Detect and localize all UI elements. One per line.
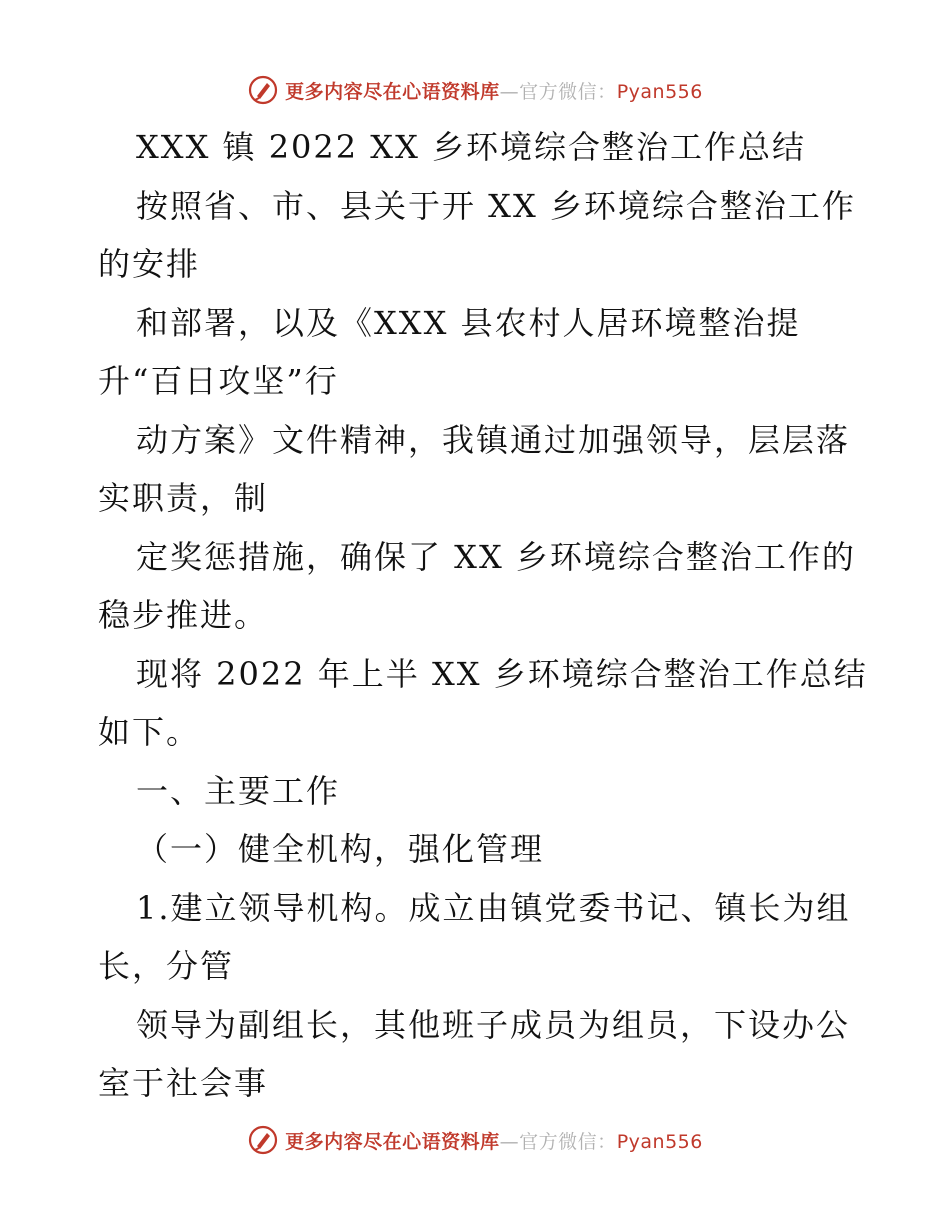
pen-seal-icon bbox=[247, 74, 279, 106]
paragraph-line: 1.建立领导机构。成立由镇党委书记、镇长为组 bbox=[136, 888, 851, 927]
header-watermark bbox=[0, 70, 950, 110]
paragraph-line: 长，分管 bbox=[98, 947, 235, 985]
paragraph-line: 和部署，以及《XXX 县农村人居环境整治提 bbox=[136, 303, 801, 342]
paragraph-line: 动方案》文件精神，我镇通过加强领导，层层落 bbox=[136, 420, 851, 459]
watermark-id: Pyan556 bbox=[616, 1130, 703, 1153]
paragraph-line: 按照省、市、县关于开 XX 乡环境综合整治工作 bbox=[136, 186, 856, 225]
watermark-main: 更多内容尽在心语资料库 bbox=[285, 80, 500, 103]
doc-title: XXX 镇 2022 XX 乡环境综合整治工作总结 bbox=[136, 128, 807, 166]
footer-watermark bbox=[0, 1120, 950, 1160]
paragraph-line: 领导为副组长，其他班子成员为组员，下设办公 bbox=[136, 1005, 851, 1044]
paragraph-line: 升“百日攻坚”行 bbox=[98, 362, 339, 400]
paragraph-line: 实职责，制 bbox=[98, 479, 269, 517]
paragraph-line: 室于社会事 bbox=[98, 1064, 269, 1102]
watermark-main: 更多内容尽在心语资料库 bbox=[285, 1130, 500, 1153]
paragraph-line: 稳步推进。 bbox=[98, 596, 269, 634]
watermark-text bbox=[285, 1127, 703, 1154]
section-heading: 一、主要工作 bbox=[136, 771, 341, 810]
pen-seal-icon bbox=[247, 1124, 279, 1156]
watermark-sub: —官方微信： bbox=[499, 1130, 617, 1153]
paragraph-line: 定奖惩措施，确保了 XX 乡环境综合整治工作的 bbox=[136, 537, 856, 576]
watermark-id: Pyan556 bbox=[616, 80, 703, 103]
paragraph-line: 如下。 bbox=[98, 713, 201, 751]
paragraph-line: 现将 2022 年上半 XX 乡环境综合整治工作总结 bbox=[136, 654, 868, 693]
document-body bbox=[98, 118, 868, 1113]
watermark-text bbox=[285, 77, 703, 104]
paragraph-line: 的安排 bbox=[98, 245, 201, 283]
subsection-heading: （一）健全机构，强化管理 bbox=[136, 830, 545, 868]
watermark-sub: —官方微信： bbox=[499, 80, 617, 103]
